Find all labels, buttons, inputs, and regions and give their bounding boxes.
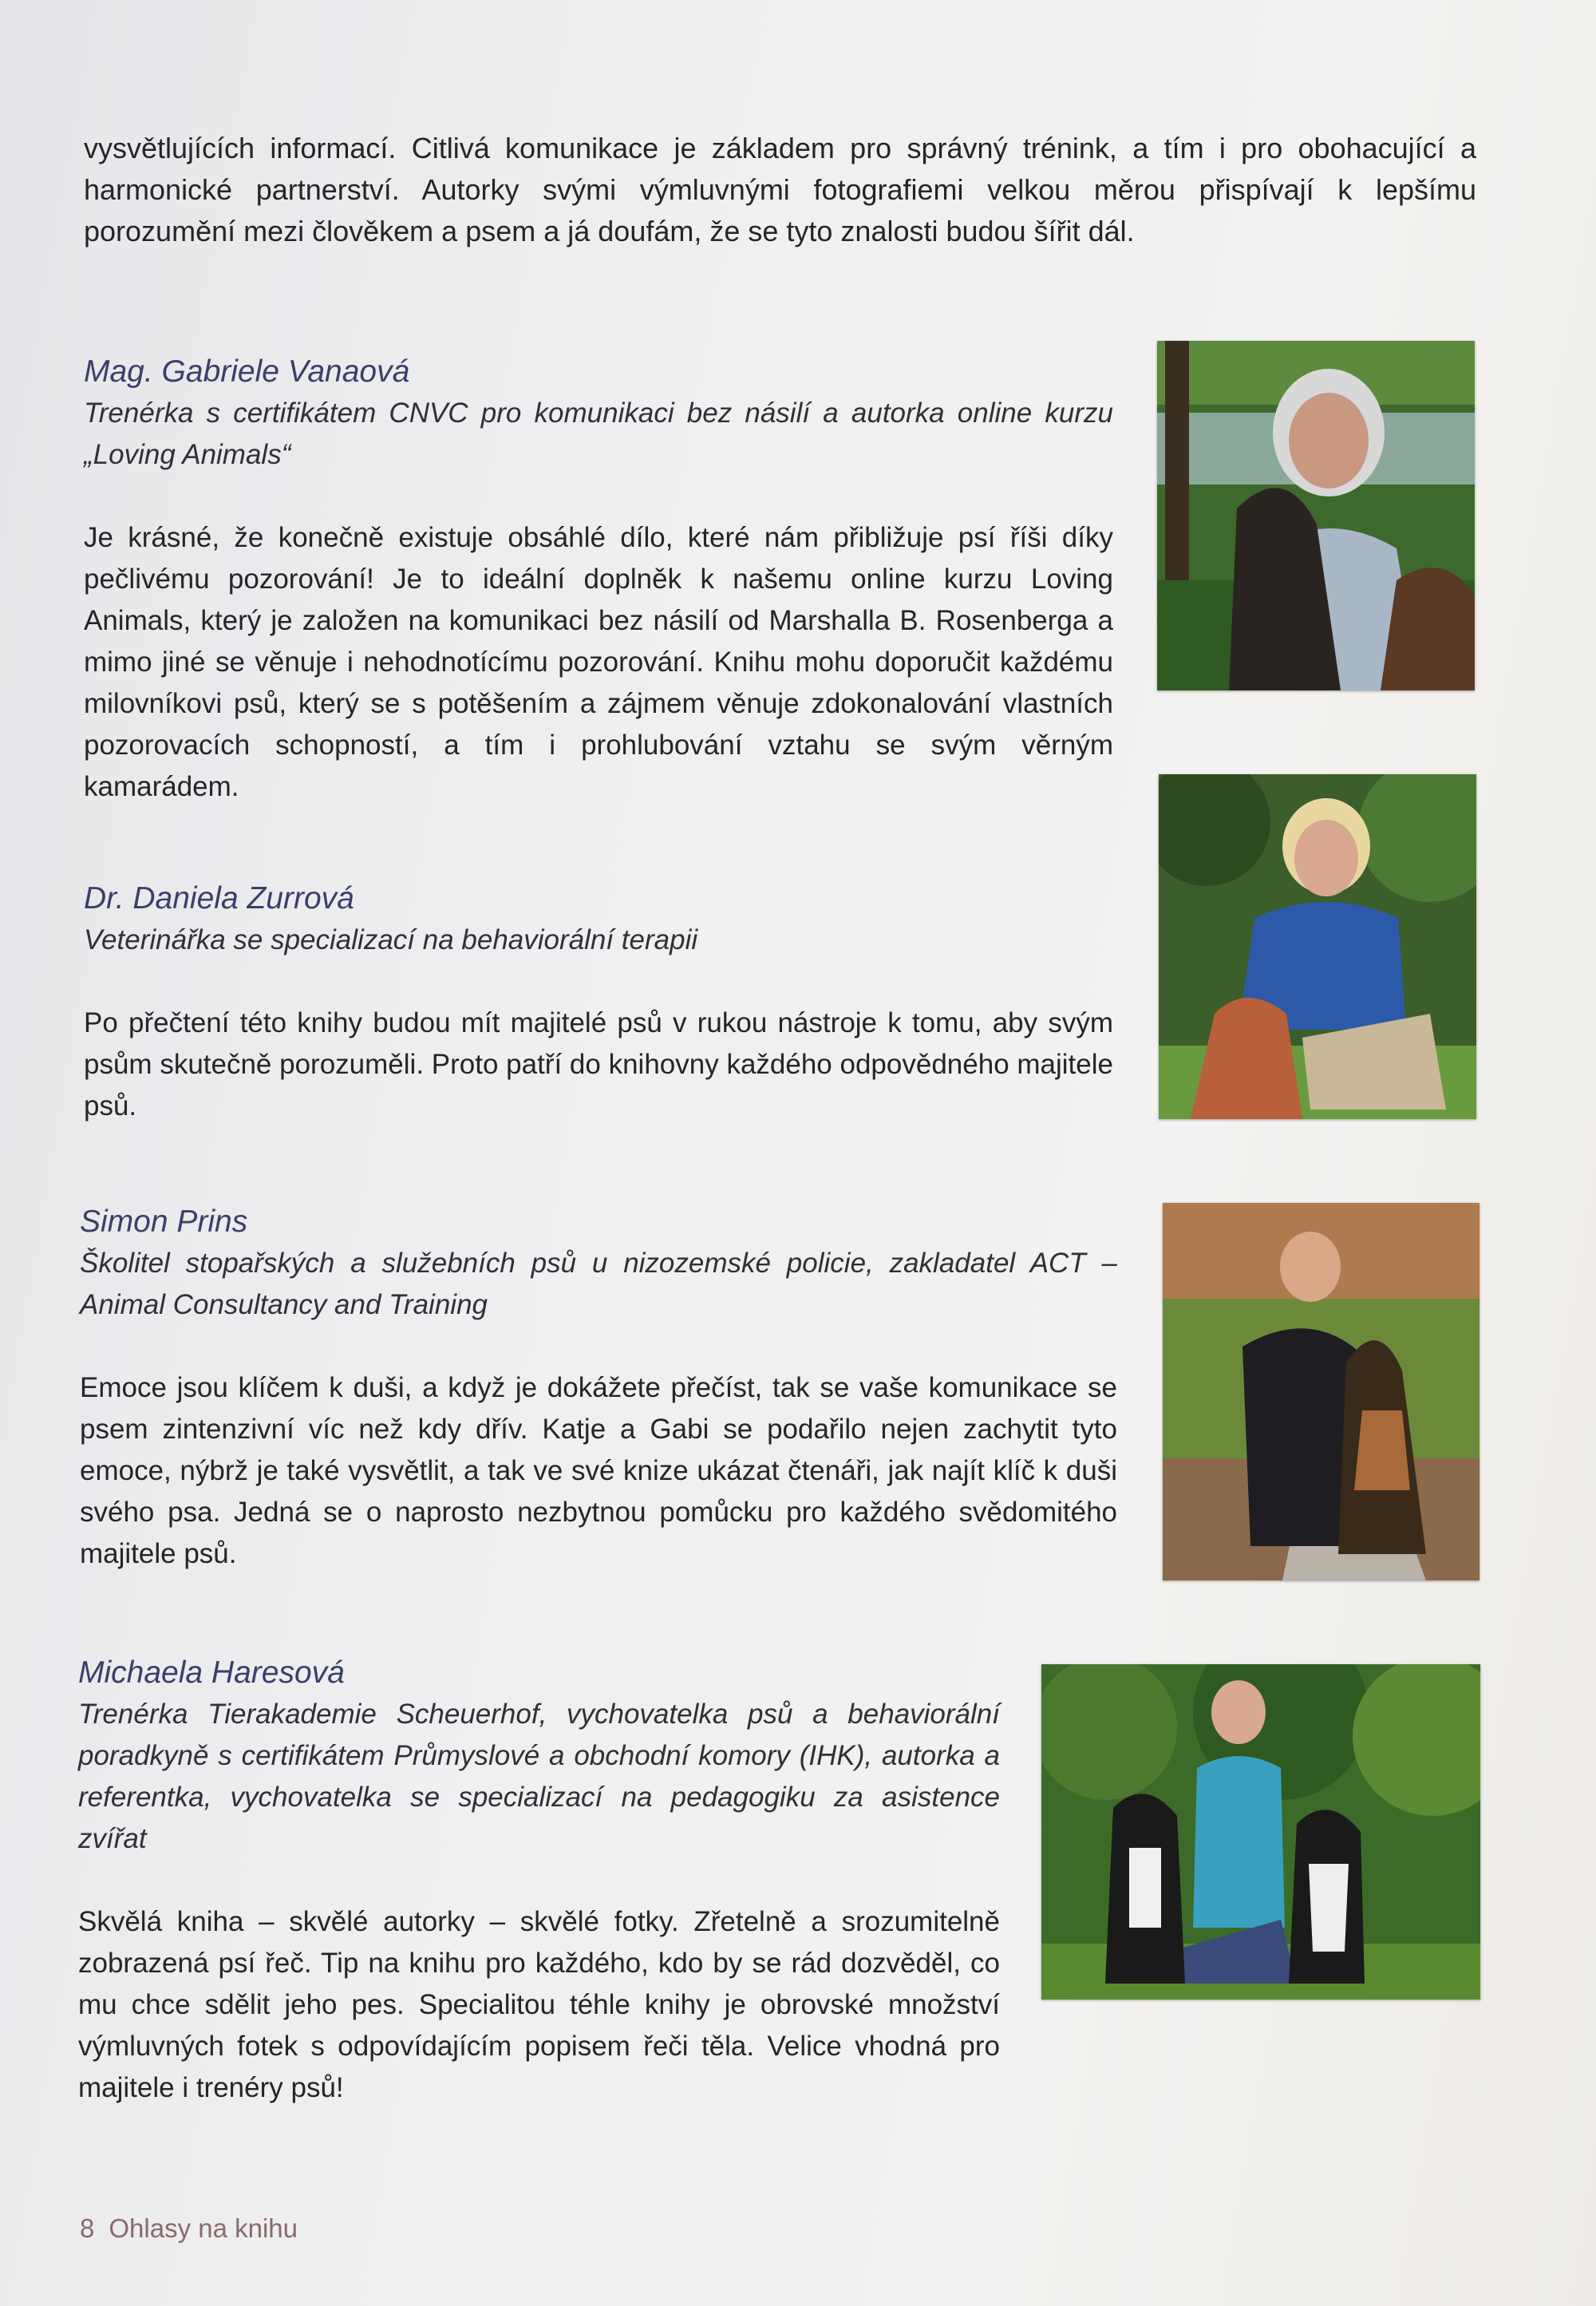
review-quote: Je krásné, že konečně existuje obsáhlé dílo, které nám přibližuje psí říši díky pečlivému pozorování! Je to ideální doplněk k našemu online kurzu Loving Animals, který je založen na komunikaci bez násilí od Marshalla B. Rosenberga a mimo jiné se věnuje i nehodnotícímu pozorování. Knihu mohu doporučit každému milovníkovi psů, který se s potěšením a zájmem věnuje zdokonalování vlastních pozorovacích schopností, a tím i prohlubování vztahu se svým věrným kamarádem. [84, 522, 1113, 802]
review-gabriele-vanaova [84, 351, 1113, 808]
section-title: Ohlasy na knihu [109, 2213, 298, 2243]
photo-daniela-zurrova [1159, 774, 1476, 1119]
reviewer-name: Mag. Gabriele Vanaová [84, 354, 410, 389]
review-daniela-zurrova [84, 878, 1113, 1127]
review-quote: Skvělá kniha – skvělé autorky – skvělé fotky. Zřetelně a srozumitelně zobrazená psí řeč. Tip na knihu pro každého, kdo by se rád dozvěděl, co mu chce sdělit jeho pes. Specialitou téhle knihy je obrovské množství výmluvných fotek s odpovídajícím popisem řeči těla. Velice vhodná pro majitele i trenéry psů! [78, 1906, 1000, 2103]
reviewer-name: Dr. Daniela Zurrová [84, 881, 354, 916]
reviewer-name: Michaela Haresová [78, 1655, 345, 1690]
review-simon-prins [80, 1201, 1117, 1575]
reviewer-role: Veterinářka se specializací na behaviorální terapii [84, 924, 698, 955]
page-footer [80, 2213, 298, 2244]
review-quote: Po přečtení této knihy budou mít majitelé psů v rukou nástroje k tomu, aby svým psům skutečně porozuměli. Proto patří do knihovny každého odpovědného majitele psů. [84, 1007, 1113, 1121]
review-michaela-haresova [78, 1652, 1000, 2109]
reviewer-role: Trenérka s certifikátem CNVC pro komunikaci bez násilí a autorka online kurzu „Loving Animals“ [84, 398, 1113, 470]
photo-simon-prins [1163, 1203, 1479, 1580]
reviewer-name: Simon Prins [80, 1204, 248, 1239]
photo-gabriele-vanaova [1157, 341, 1475, 690]
reviewer-role: Trenérka Tierakademie Scheuerhof, vychovatelka psů a behaviorální poradkyně s certifikátem Průmyslové a obchodní komory (IHK), autorka a referentka, vychovatelka se specializací na pedagogiku za asistence zvířat [78, 1699, 1000, 1854]
page-number: 8 [80, 2213, 95, 2243]
photo-michaela-haresova [1041, 1664, 1480, 1999]
intro-paragraph: vysvětlujících informací. Citlivá komunikace je základem pro správný trénink, a tím i pro obohacující a harmonické partnerství. Autorky svými výmluvnými fotografiemi velkou měrou přispívají k lepšímu porozumění mezi člověkem a psem a já doufám, že se tyto znalosti budou šířit dál. [84, 132, 1476, 247]
reviewer-role: Školitel stopařských a služebních psů u nizozemské policie, zakladatel ACT – Animal Consultancy and Training [80, 1248, 1117, 1320]
review-quote: Emoce jsou klíčem k duši, a když je dokážete přečíst, tak se vaše komunikace se psem zintenzivní víc než kdy dřív. Katje a Gabi se podařilo nejen zachytit tyto emoce, nýbrž je také vysvětlit, a tak ve své knize ukázat čtenáři, jak najít klíč k duši svého psa. Jedná se o naprosto nezbytnou pomůcku pro každého svědomitého majitele psů. [80, 1372, 1117, 1569]
